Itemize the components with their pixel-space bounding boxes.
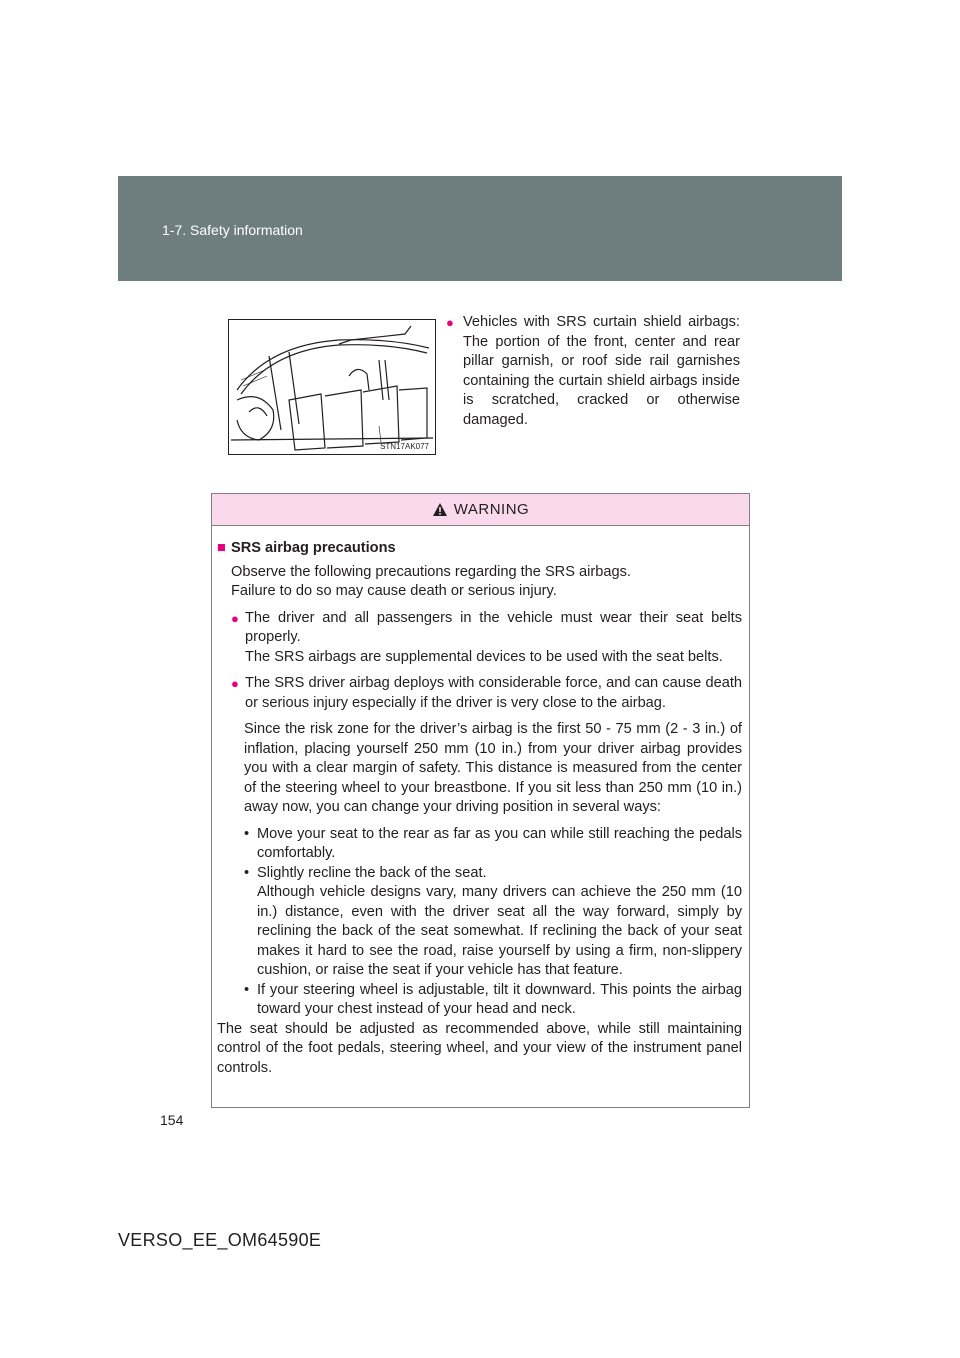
list-item bbox=[217, 674, 742, 713]
section-title: 1-7. Safety information bbox=[162, 222, 303, 238]
airbag-figure bbox=[228, 319, 436, 455]
bullet-icon: ● bbox=[231, 610, 239, 626]
warning-triangle-icon bbox=[432, 502, 448, 517]
warning-heading bbox=[217, 539, 742, 559]
intro-text bbox=[446, 313, 740, 430]
list-item: • Move your seat to the rear as far as you can while still reaching the pedals comfortably. bbox=[217, 825, 742, 864]
bullet-icon: ● bbox=[231, 676, 239, 691]
closing-text: The seat should be adjusted as recommended above, while still maintaining control of the foot pedals, steering wheel, and your view of the instrument panel controls. bbox=[217, 1020, 742, 1076]
list-item: • If your steering wheel is adjustable, tilt it downward. This points the airbag toward your chest instead of your head and neck. bbox=[217, 981, 742, 1020]
figure-code: STN17AK077 bbox=[380, 442, 429, 451]
warning-header bbox=[212, 494, 749, 526]
item2-text: The SRS driver airbag deploys with considerable force, and can cause death or serious injury especially if the driver is very close to the airbag. bbox=[245, 675, 742, 711]
way-text: Slightly recline the back of the seat. bbox=[257, 864, 487, 881]
warning-body bbox=[212, 526, 749, 1078]
recline-detail: Although vehicle designs vary, many drivers can achieve the 250 mm (10 in.) distance, even with the driver seat all the way forward, simply by reclining the back of the seat somewhat. If reclining the back of your seat makes it hard to see the road, raise yourself by using a firm, non-slippery cushion, or raise the seat if your vehicle has that feature. bbox=[257, 884, 742, 978]
warning-intro-line: Failure to do so may cause death or serious injury. bbox=[231, 583, 557, 599]
list-item bbox=[217, 609, 742, 668]
way-text: Move your seat to the rear as far as you can while still reaching the pedals comfortably. bbox=[257, 825, 742, 861]
way-text: If your steering wheel is adjustable, tilt it downward. This points the airbag toward your chest instead of your head and neck. bbox=[257, 981, 742, 1017]
bullet-icon: ● bbox=[446, 315, 454, 330]
item1-text: The SRS airbags are supplemental devices to be used with the seat belts. bbox=[245, 648, 723, 665]
header-band bbox=[118, 176, 842, 281]
item2-detail: Since the risk zone for the driver’s airbag is the first 50 - 75 mm (2 - 3 in.) of inflation, placing yourself 250 mm (10 in.) from your driver airbag provides you with a clear margin of safety. This distance is measured from the center of the steering wheel to your breastbone. If you sit less than 250 mm (10 in.) away now, you can change your driving position in several ways: bbox=[244, 721, 742, 815]
intro-bullet-text: Vehicles with SRS curtain shield airbags: The portion of the front, center and rear pillar garnish, or roof side rail garnishes containing the curtain shield airbags inside is scratched, cracked or otherwise damaged. bbox=[463, 314, 740, 428]
list-item bbox=[446, 313, 740, 430]
warning-box bbox=[211, 493, 750, 1108]
document-code: VERSO_EE_OM64590E bbox=[118, 1230, 322, 1250]
warning-heading-text: SRS airbag precautions bbox=[231, 540, 396, 556]
car-interior-illustration bbox=[229, 320, 435, 454]
item1-text: The driver and all passengers in the vehicle must wear their seat belts properly. bbox=[245, 609, 742, 645]
square-bullet-icon: ■ bbox=[217, 540, 226, 556]
warning-intro bbox=[217, 563, 742, 602]
page-number: 154 bbox=[160, 1112, 184, 1128]
warning-title: WARNING bbox=[453, 501, 530, 518]
warning-intro-line: Observe the following precautions regarding the SRS airbags. bbox=[231, 563, 631, 580]
list-item: • Slightly recline the back of the seat. Although vehicle designs vary, many drivers can achieve the 250 mm (10 in.) distance, even with the driver seat all the way forward, simply by reclining the back of the seat somewhat. If reclining the back of your seat makes it hard to see the road, raise yourself by using a firm, non-slippery cushion, or raise the seat if your vehicle has that feature. bbox=[217, 864, 742, 981]
